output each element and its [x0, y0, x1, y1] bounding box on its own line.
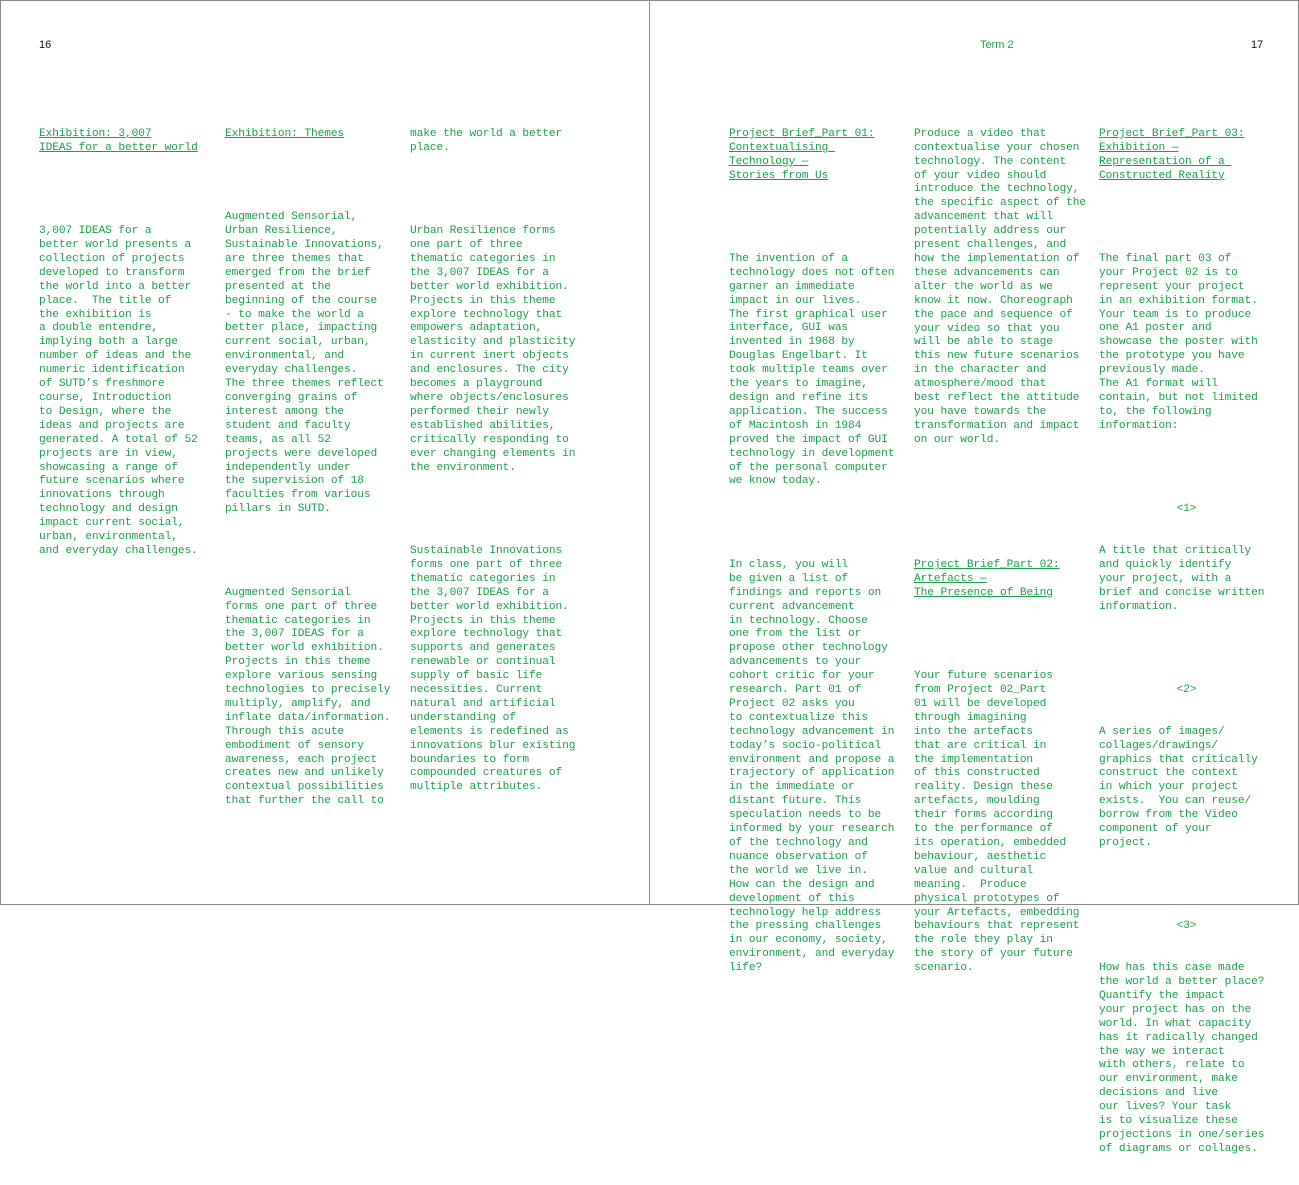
body-paragraph: The invention of a technology does not often garner an immediate impact in our lives. The first graphical user interface, GUI was invented in 1968 by Douglas Engelbart. It took multiple teams over the years to imagine, design and refine its application. The success of Macintosh in 1984 proved the impact of GUI technology in development of the personal computer we know today. [729, 252, 895, 488]
right-page [649, 0, 1299, 1155]
running-head: Term 2 [980, 39, 1014, 51]
section-heading: Project Brief_Part 01: Contextualising Technology — Stories from Us [729, 127, 875, 182]
left-page [0, 0, 650, 905]
list-item-text: A series of images/ collages/drawings/ graphics that critically construct the context in which your project exists. You can reuse/ borrow from the Video component of your project. [1099, 725, 1258, 849]
list-marker: <1> [1176, 503, 1197, 516]
text-column-2 [914, 100, 1089, 1004]
list-item-text: How has this case made the world a better place? Quantify the impact your project has on the world. In what capacity has it radically changed the way we interact with others, relate to our environment, make decisions and live our lives? Your task is to visualize these projections in one/series of diagrams or collages. [1099, 962, 1265, 1155]
body-paragraph: Augmented Sensorial forms one part of three thematic categories in the 3,007 IDEAS for a better world exhibition. Projects in this theme explore various sensing technologies to precisely multiply, amplify, and inflate data/information. Through this acute embodiment of sensory awareness, each project creates new and unlikely contextual possibilities that further the call to [225, 586, 391, 808]
page-number: 16 [39, 39, 52, 51]
body-paragraph: Sustainable Innovations forms one part of three thematic categories in the 3,007 IDEAS for a better world exhibition. Projects in this theme explore technology that supports and generates renewable or continual supply of basic life necessities. Current natural and artificial understanding of elements is redefined as innovations blur existing boundaries to form compounded creatures of multiple attributes. [410, 544, 576, 794]
page-number: 17 [1251, 39, 1264, 51]
body-paragraph: make the world a better place. [410, 127, 563, 154]
body-paragraph: Augmented Sensorial, Urban Resilience, Sustainable Innovations, are three themes that emerged from the brief presented at the beginning of the course - to make the world a better place, impacting current social, urban, environmental, and everyday challenges. The three themes reflect converging grains of interest among the student and faculty teams, as all 52 projects were developed independently under the supervision of 18 faculties from various pillars in SUTD. [225, 211, 384, 516]
list-marker: <3> [1176, 920, 1197, 933]
text-column-3 [1099, 100, 1274, 1185]
text-column-1 [39, 100, 209, 587]
text-column-1 [729, 100, 904, 1004]
body-paragraph: Your future scenarios from Project 02_Part 01 will be developed through imagining into the artefacts that are critical in the implementation of this constructed reality. Design these artefacts, moulding their forms according to the performance of its operation, embedded behaviour, aesthetic value and cultural meaning. Produce physical prototypes of your Artefacts, embedding behaviours that represent the role they play in the story of your future scenario. [914, 670, 1080, 975]
text-column-3 [410, 100, 585, 823]
section-heading: Project Brief_Part 02: Artefacts — The Presence of Being [914, 558, 1060, 599]
list-item-text: A title that critically and quickly identify your project, with a brief and concise written information. [1099, 544, 1265, 613]
list-marker: <2> [1176, 684, 1197, 697]
body-paragraph: Produce a video that contextualise your chosen technology. The content of your video should introduce the technology, the specific aspect of the advancement that will potentially address our present challenges, and how the implementation of these advancements can alter the world as we know it now. Choreograph the pace and sequence of your video so that you will be able to stage this new future scenarios in the character and atmosphere/mood that best reflect the attitude you have towards the transformation and impact on our world. [914, 127, 1086, 446]
section-heading: Exhibition: 3,007 IDEAS for a better world [39, 127, 198, 154]
body-paragraph: The final part 03 of your Project 02 is to represent your project in an exhibition format. Your team is to produce one A1 poster and showcase the poster with the prototype you have previously made. The A1 format will contain, but not limited to, the following information: [1099, 252, 1258, 432]
section-heading: Project Brief_Part 03: Exhibition — Representation of a Constructed Reality [1099, 127, 1245, 182]
body-paragraph: Urban Resilience forms one part of three thematic categories in the 3,007 IDEAS for a better world exhibition. Projects in this theme explore technology that empowers adaptation, elasticity and plasticity in current inert objects and enclosures. The city becomes a playground where objects/enclosures performed their newly established abilities, critically responding to ever changing elements in the environment. [410, 225, 576, 474]
body-paragraph: 3,007 IDEAS for a better world presents a collection of projects developed to transform the world into a better place. The title of the exhibition is a double entendre, implying both a large number of ideas and the numeric identification of SUTD’s freshmore course, Introduction to Design, where the ideas and projects are generated. A total of 52 projects are in view, showcasing a range of future scenarios where innovations through technology and design impact current social, urban, environmental, and everyday challenges. [39, 225, 198, 557]
section-heading: Exhibition: Themes [225, 127, 345, 140]
body-paragraph: In class, you will be given a list of findings and reports on current advancement in technology. Choose one from the list or propose other technology advancements to your cohort critic for your research. Part 01 of Project 02 asks you to contextualize this technology advancement in today’s socio-political environment and propose a trajectory of application in the immediate or distant future. This speculation needs to be informed by your research of the technology and nuance observation of the world we live in. How can the design and development of this technology help address the pressing challenges in our economy, society, environment, and everyday life? [729, 558, 895, 975]
text-column-2 [225, 100, 400, 837]
